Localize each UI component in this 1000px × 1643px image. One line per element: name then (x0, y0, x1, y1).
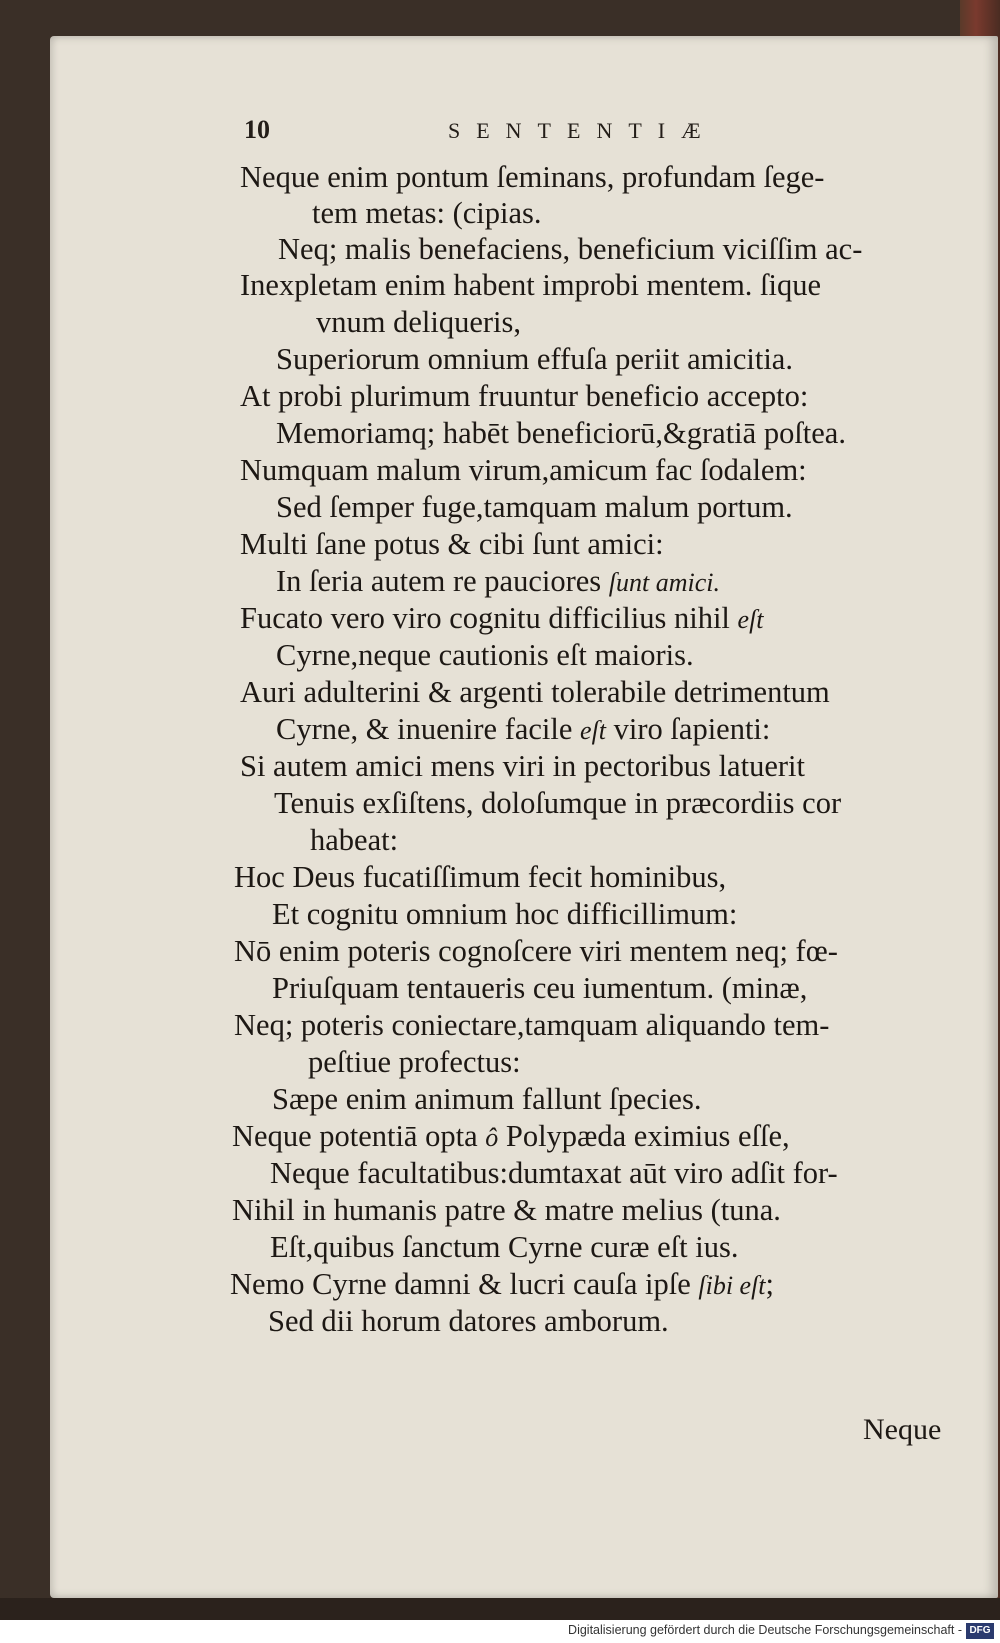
verse-line: Priuſquam tentaueris ceu iumentum. (minæ, (272, 971, 808, 1005)
verse-line: Sæpe enim animum fallunt ſpecies. (272, 1082, 702, 1116)
catchword: Neque (863, 1413, 942, 1446)
running-title: SENTENTIÆ (448, 118, 717, 143)
verse-line: Neq; malis benefaciens, beneficium viciſſim ac- (278, 232, 863, 266)
verse-line: Cyrne,neque cautionis eſt maioris. (276, 638, 694, 672)
verse-line: Multi ſane potus & cibi ſunt amici: (240, 527, 664, 561)
verse-line: Sed ſemper fuge,tamquam malum portum. (276, 490, 793, 524)
folio-number: 10 (244, 115, 270, 144)
dfg-logo: DFG (966, 1623, 994, 1639)
verse-line: Memoriamq; habēt beneficiorū,&gratiā poſtea. (276, 416, 846, 450)
verse-line: Si autem amici mens viri in pectoribus latuerit (240, 749, 805, 783)
verse-line: Hoc Deus fucatiſſimum fecit hominibus, (234, 860, 727, 894)
verse-line: Neque enim pontum ſeminans, profundam ſege- (240, 160, 825, 194)
verse-line: Neque potentiā opta ô Polypæda eximius eſſe, (232, 1119, 790, 1153)
verse-line: Numquam malum virum,amicum fac ſodalem: (240, 453, 807, 487)
verse-line: peſtiue profectus: (308, 1045, 521, 1079)
verse-line: Et cognitu omnium hoc difficillimum: (272, 897, 738, 931)
verse-line: Nō enim poteris cognoſcere viri mentem neq; fœ- (234, 934, 838, 968)
verse-line: Sed dii horum datores amborum. (268, 1304, 669, 1338)
verse-line: Eſt,quibus ſanctum Cyrne curæ eſt ius. (270, 1230, 739, 1264)
verse-line: Superiorum omnium effuſa periit amicitia. (276, 342, 793, 376)
page-header (0, 115, 1000, 145)
verse-line: Fucato vero viro cognitu difficilius nihil eſt (240, 601, 764, 635)
verse-line: Tenuis exſiſtens, doloſumque in præcordiis cor (274, 786, 842, 820)
verse-line: Inexpletam enim habent improbi mentem. ſique (240, 268, 822, 302)
verse-line: habeat: (310, 823, 399, 857)
verse-line: tem metas: (cipias. (312, 196, 542, 230)
verse-line: Nemo Cyrne damni & lucri cauſa ipſe ſibi eſt; (230, 1267, 775, 1301)
book-edge-bottom (0, 1598, 1000, 1620)
verse-line: Auri adulterini & argenti tolerabile detrimentum (240, 675, 830, 709)
verse-line: In ſeria autem re pauciores ſunt amici. (276, 564, 721, 598)
footer (0, 1620, 1000, 1643)
verse-line: Cyrne, & inuenire facile eſt viro ſapienti: (276, 712, 771, 746)
verse-line: vnum deliqueris, (316, 305, 521, 339)
verse-line: Neq; poteris coniectare,tamquam aliquando tem- (234, 1008, 830, 1042)
verse-line: Neque facultatibus:dumtaxat aūt viro adſit for- (270, 1156, 838, 1190)
verse-line: At probi plurimum fruuntur beneficio accepto: (240, 379, 809, 413)
verse-line: Nihil in humanis patre & matre melius (tuna. (232, 1193, 781, 1227)
footer-credit: Digitalisierung gefördert durch die Deutsche Forschungsgemeinschaft - (568, 1623, 962, 1637)
